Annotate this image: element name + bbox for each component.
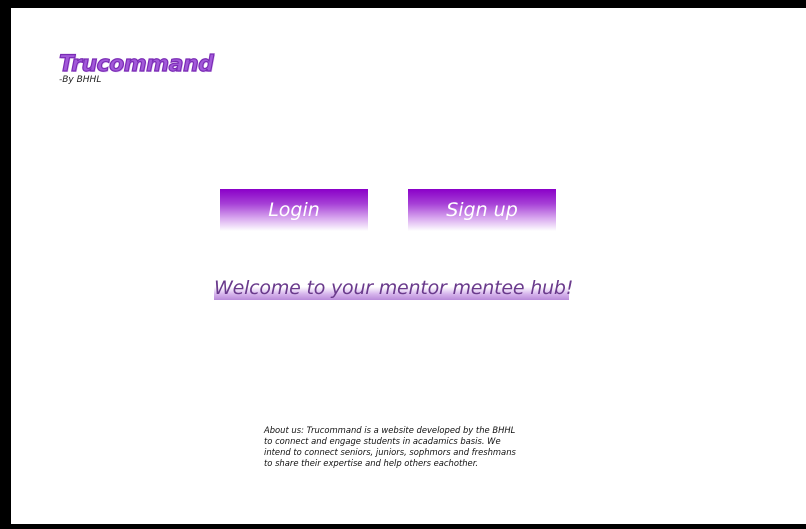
signup-button[interactable]: Sign up — [408, 189, 556, 231]
about-us-text: About us: Trucommand is a website developed by the BHHL to connect and engage students in acadamics basis. We intend to connect seniors, juniors, sophmors and freshmans to share their expertise and help others eachother. — [264, 425, 516, 468]
brand-logo — [59, 52, 213, 85]
page-frame — [11, 8, 806, 524]
brand-title: Trucommand — [59, 52, 214, 77]
brand-subtitle: -By BHHL — [59, 75, 102, 85]
welcome-banner: Welcome to your mentor mentee hub! — [214, 277, 574, 299]
login-button[interactable]: Login — [220, 189, 368, 231]
